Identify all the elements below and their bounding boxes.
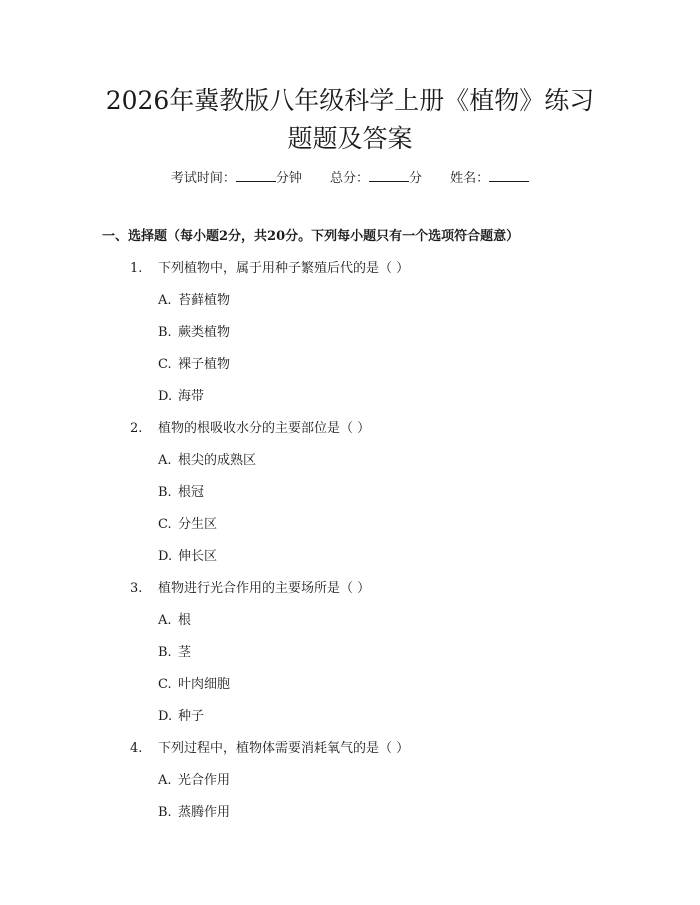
question-1-option-a[interactable]: [158, 292, 230, 310]
question-3-option-d[interactable]: [158, 708, 204, 726]
question-3-option-a[interactable]: [158, 612, 191, 630]
option-text: 伸长区: [178, 549, 218, 564]
document-title-line1: 2026年冀教版八年级科学上册《植物》练习: [105, 86, 595, 115]
option-text: 茎: [178, 645, 192, 660]
question-1-option-d[interactable]: [158, 388, 204, 406]
question-number: 2.: [130, 421, 143, 436]
option-letter: D.: [158, 549, 173, 564]
option-text: 叶肉细胞: [178, 677, 231, 692]
option-text: 裸子植物: [178, 357, 231, 372]
question-1-option-c[interactable]: [158, 356, 230, 374]
total-score-unit: 分: [409, 171, 423, 186]
exam-meta-row: [0, 169, 700, 188]
exam-time-unit: 分钟: [275, 171, 302, 186]
question-number: 3.: [130, 581, 143, 596]
option-letter: C.: [158, 357, 172, 372]
question-2-option-c[interactable]: [158, 516, 217, 534]
question-1-option-b[interactable]: [158, 324, 230, 342]
question-2-option-a[interactable]: [158, 452, 256, 470]
question-2: [130, 420, 370, 438]
option-text: 根: [178, 613, 192, 628]
question-1: [130, 260, 409, 278]
option-letter: B.: [158, 485, 172, 500]
option-text: 蕨类植物: [178, 325, 231, 340]
option-letter: A.: [158, 293, 172, 308]
option-text: 种子: [178, 709, 205, 724]
total-score-blank[interactable]: [369, 169, 409, 182]
question-3: [130, 580, 370, 598]
option-letter: C.: [158, 517, 172, 532]
option-letter: D.: [158, 709, 173, 724]
question-4-option-a[interactable]: [158, 772, 230, 790]
option-text: 根尖的成熟区: [178, 453, 257, 468]
total-score-field: [330, 171, 422, 186]
section-heading-choice: 一、选择题（每小题2分，共20分。下列每小题只有一个选项符合题意）: [102, 229, 520, 244]
option-letter: A.: [158, 773, 172, 788]
question-2-option-d[interactable]: [158, 548, 217, 566]
question-number: 4.: [130, 741, 143, 756]
question-number: 1.: [130, 261, 143, 276]
option-text: 苔藓植物: [178, 293, 231, 308]
option-text: 根冠: [178, 485, 205, 500]
option-letter: D.: [158, 389, 173, 404]
option-letter: B.: [158, 645, 172, 660]
option-letter: B.: [158, 805, 172, 820]
option-letter: A.: [158, 453, 172, 468]
option-letter: A.: [158, 613, 172, 628]
option-text: 蒸腾作用: [178, 805, 231, 820]
question-4: [130, 740, 409, 758]
question-3-option-c[interactable]: [158, 676, 230, 694]
question-2-option-b[interactable]: [158, 484, 204, 502]
name-field: [450, 171, 529, 186]
exam-time-label: 考试时间：: [170, 171, 236, 186]
name-label: 姓名：: [450, 171, 490, 186]
option-letter: C.: [158, 677, 172, 692]
total-score-label: 总分：: [329, 171, 369, 186]
question-4-option-b[interactable]: [158, 804, 230, 822]
option-letter: B.: [158, 325, 172, 340]
document-title-line2: 题题及答案: [287, 124, 413, 153]
exam-time-blank[interactable]: [236, 169, 276, 182]
question-text: 植物的根吸收水分的主要部位是（ ）: [158, 421, 371, 436]
name-blank[interactable]: [489, 169, 529, 182]
option-text: 分生区: [178, 517, 218, 532]
question-text: 下列植物中，属于用种子繁殖后代的是（ ）: [158, 261, 410, 276]
option-text: 海带: [178, 389, 205, 404]
question-text: 植物进行光合作用的主要场所是（ ）: [158, 581, 371, 596]
question-3-option-b[interactable]: [158, 644, 191, 662]
question-text: 下列过程中，植物体需要消耗氧气的是（ ）: [158, 741, 410, 756]
option-text: 光合作用: [178, 773, 231, 788]
exam-time-field: [171, 171, 302, 186]
